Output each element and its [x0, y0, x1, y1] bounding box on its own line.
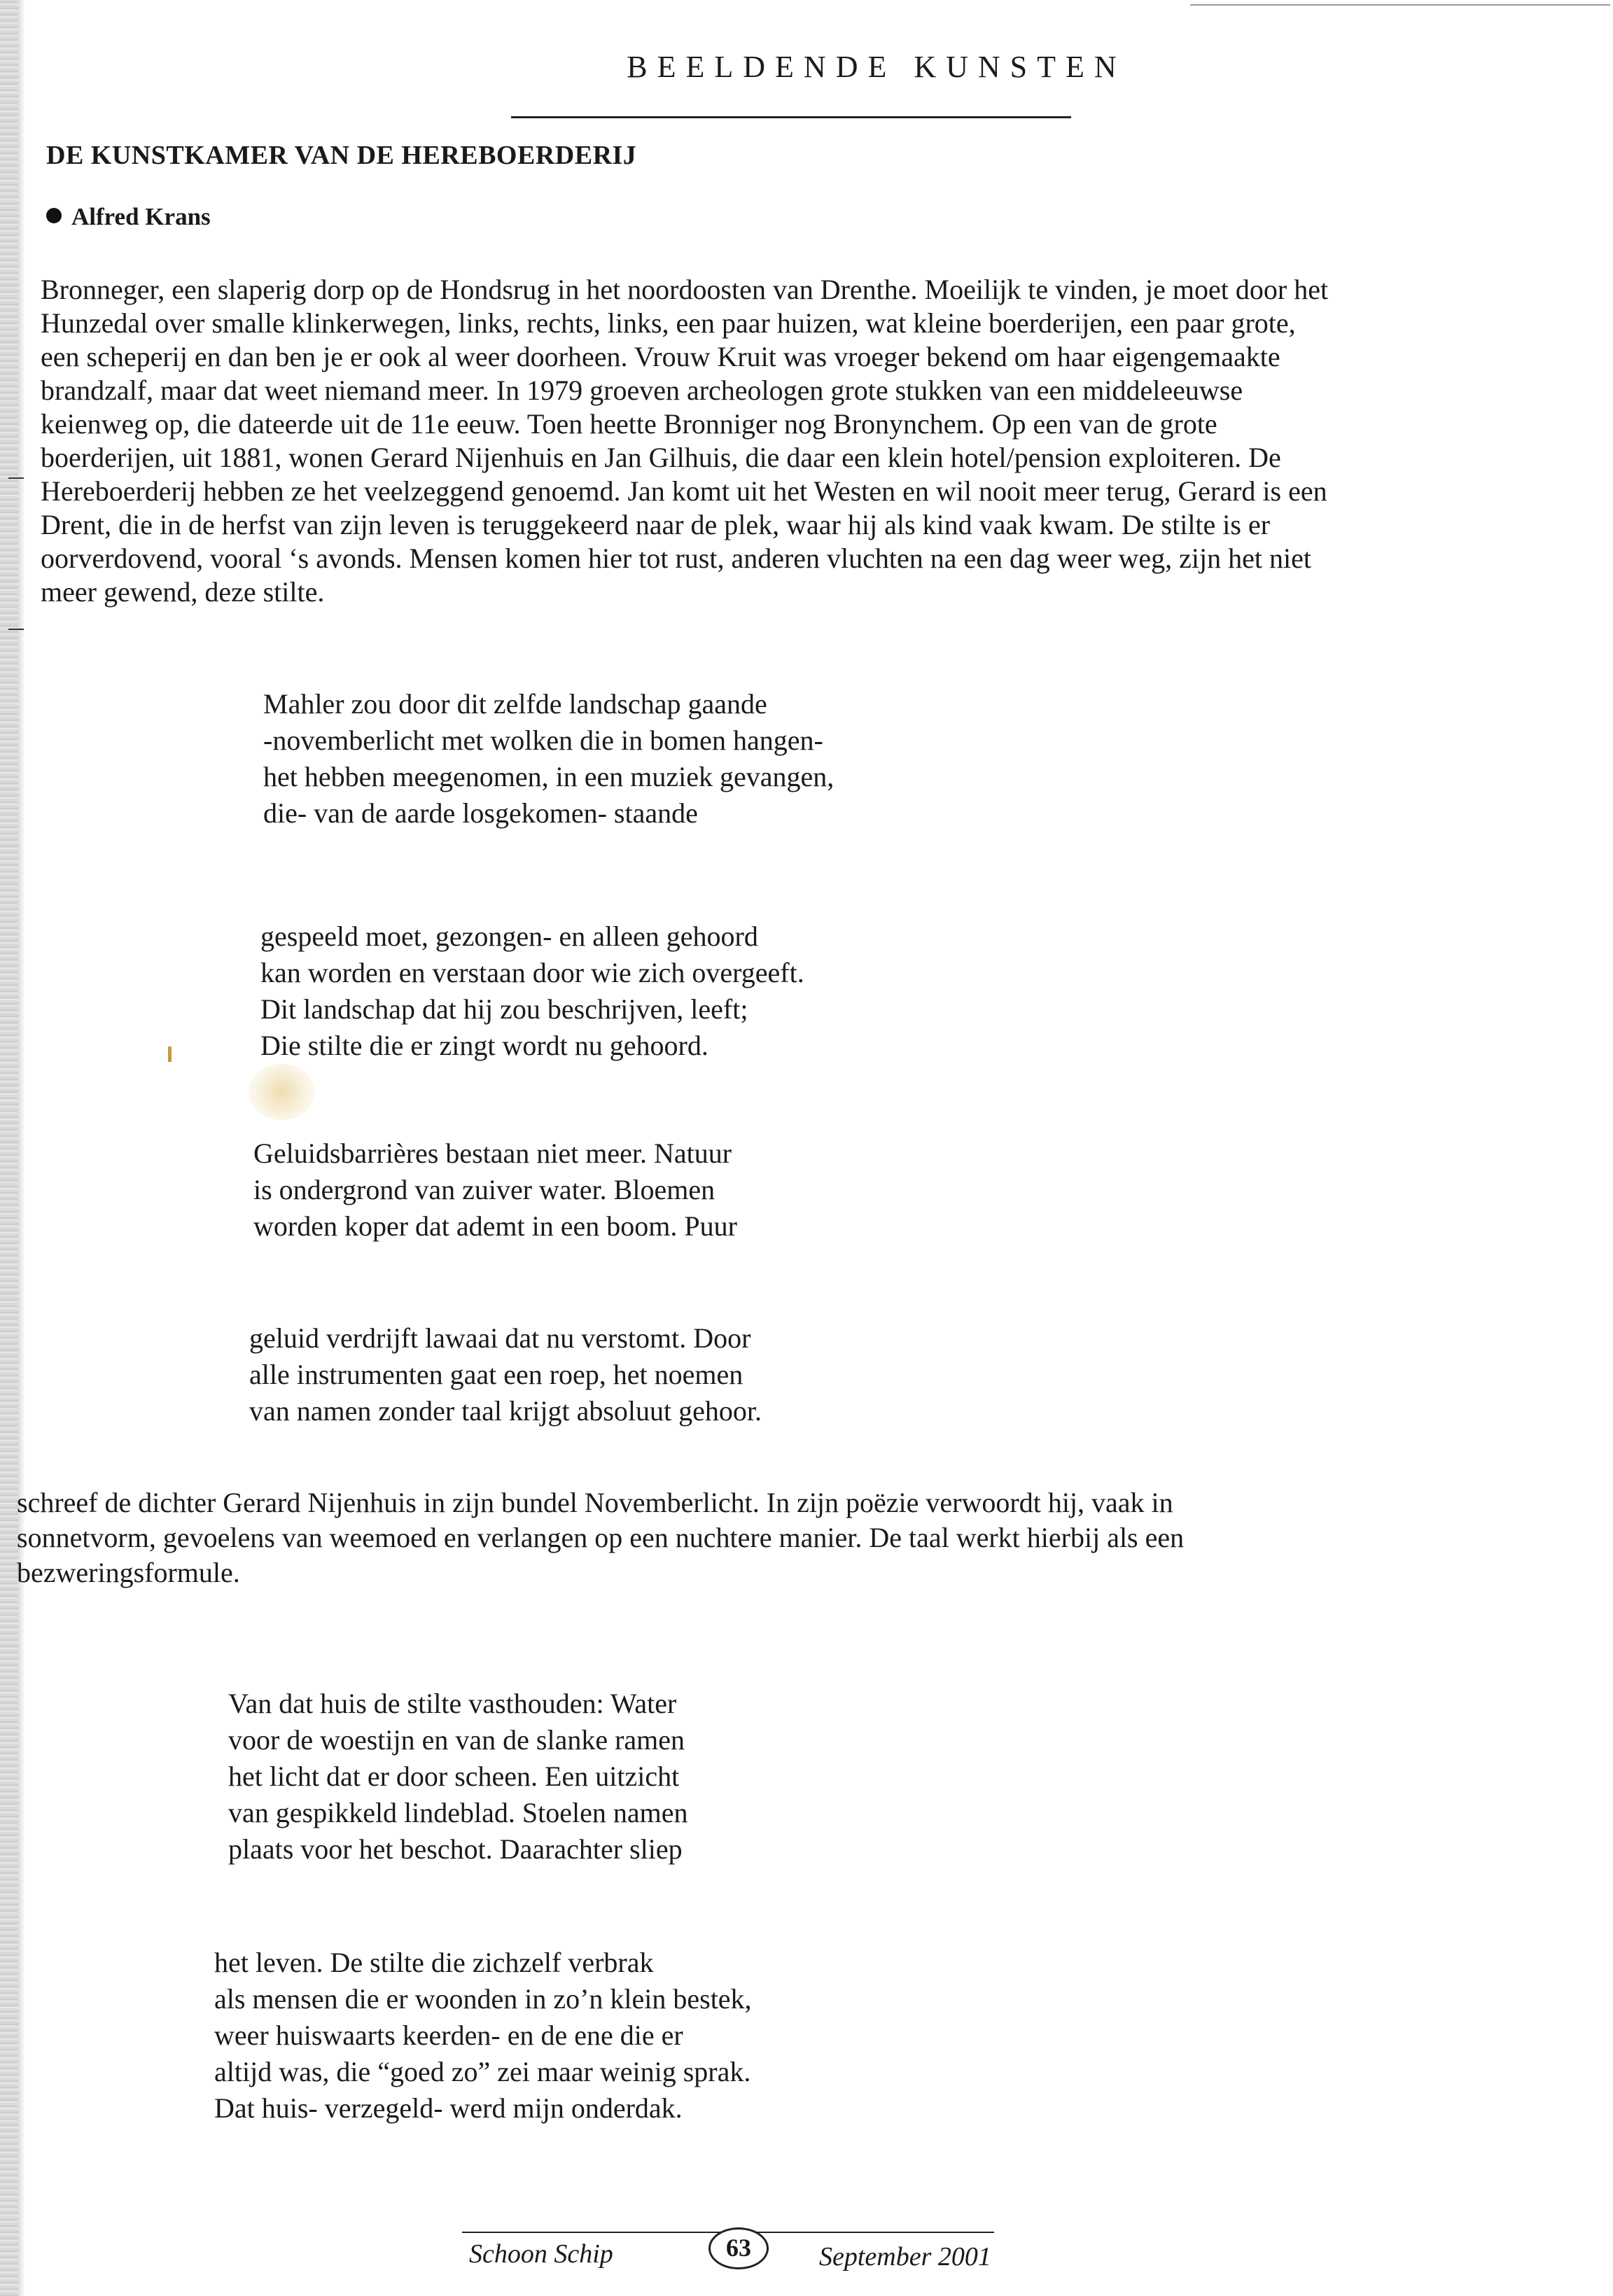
poem-line: Die stilte die er zingt wordt nu gehoord.: [260, 1030, 708, 1061]
poem-line: -novemberlicht met wolken die in bomen hangen-: [263, 724, 823, 756]
intro-line: oorverdovend, vooral ‘s avonds. Mensen komen hier tot rust, anderen vluchten na een dag weer weg, zijn het niet: [41, 542, 1311, 574]
intro-line: boerderijen, uit 1881, wonen Gerard Nijenhuis en Jan Gilhuis, die daar een klein hotel/pension exploiteren. De: [41, 442, 1281, 473]
section-header: BEELDENDE KUNSTEN: [627, 50, 1126, 84]
poem-1-stanza-3: [253, 1135, 737, 1245]
page-number: 63: [708, 2227, 769, 2269]
article-title: DE KUNSTKAMER VAN DE HEREBOERDERIJ: [46, 141, 637, 170]
intro-line: Drent, die in de herfst van zijn leven is teruggekeerd naar de plek, waar hij als kind vaak kwam. De stilte is er: [41, 509, 1271, 540]
intro-line: meer gewend, deze stilte.: [41, 576, 325, 608]
mid-line: bezweringsformule.: [17, 1557, 240, 1588]
poem-line: als mensen die er woonden in zo’n klein bestek,: [214, 1983, 752, 2015]
poem-line: plaats voor het beschot. Daarachter sliep: [228, 1833, 683, 1865]
bullet-icon: [46, 208, 62, 223]
poem-line: altijd was, die “goed zo” zei maar weinig sprak.: [214, 2056, 751, 2087]
poem-1-stanza-1: [263, 686, 834, 832]
poem-line: geluid verdrijft lawaai dat nu verstomt. Door: [249, 1322, 751, 1354]
poem-line: die- van de aarde losgekomen- staande: [263, 797, 698, 829]
intro-line: brandzalf, maar dat weet niemand meer. In 1979 groeven archeologen grote stukken van een middeleeuwse: [41, 374, 1243, 406]
poem-line: is ondergrond van zuiver water. Bloemen: [253, 1174, 715, 1205]
poem-line: het leven. De stilte die zichzelf verbrak: [214, 1947, 654, 1978]
intro-paragraph: [41, 273, 1532, 609]
poem-1-stanza-4: [249, 1320, 762, 1429]
poem-line: gespeeld moet, gezongen- en alleen gehoord: [260, 920, 758, 952]
poem-line: Dat huis- verzegeld- werd mijn onderdak.: [214, 2092, 683, 2124]
poem-line: kan worden en verstaan door wie zich overgeeft.: [260, 957, 804, 988]
section-header-rule: [511, 116, 1071, 118]
poem-line: alle instrumenten gaat een roep, het noemen: [249, 1359, 743, 1390]
margin-mark: [8, 477, 24, 479]
intro-line: Hunzedal over smalle klinkerwegen, links, rechts, links, een paar huizen, wat kleine boerderijen, een paar grote,: [41, 307, 1296, 339]
mid-line: schreef de dichter Gerard Nijenhuis in zijn bundel Novemberlicht. In zijn poëzie verwoordt hij, vaak in: [17, 1487, 1173, 1518]
poem-line: Geluidsbarrières bestaan niet meer. Natuur: [253, 1138, 732, 1169]
poem-line: Dit landschap dat hij zou beschrijven, leeft;: [260, 993, 748, 1025]
paper-stain: [249, 1064, 315, 1120]
poem-2-stanza-2: [214, 1945, 752, 2127]
poem-line: Mahler zou door dit zelfde landschap gaande: [263, 688, 767, 720]
poem-line: worden koper dat ademt in een boom. Puur: [253, 1210, 737, 1242]
top-edge-rule: [1190, 4, 1610, 6]
margin-mark: [8, 629, 24, 630]
page-footer: [462, 2227, 1022, 2272]
poem-line: het licht dat er door scheen. Een uitzicht: [228, 1760, 680, 1792]
poem-line: van gespikkeld lindeblad. Stoelen namen: [228, 1797, 688, 1828]
intro-line: Hereboerderij hebben ze het veelzeggend genoemd. Jan komt uit het Westen en wil nooit meer terug, Gerard is een: [41, 475, 1327, 507]
scan-edge-fade: [18, 0, 25, 2296]
poem-line: het hebben meegenomen, in een muziek gevangen,: [263, 761, 835, 792]
byline: [46, 203, 211, 231]
author-name: Alfred Krans: [71, 203, 211, 230]
intro-line: een scheperij en dan ben je er ook al weer doorheen. Vrouw Kruit was vroeger bekend om haar eigengemaakte: [41, 341, 1280, 372]
poem-1-stanza-2: [260, 918, 804, 1064]
poem-line: van namen zonder taal krijgt absoluut gehoor.: [249, 1395, 762, 1427]
poem-2-stanza-1: [228, 1686, 688, 1868]
poem-line: Van dat huis de stilte vasthouden: Water: [228, 1688, 677, 1719]
intro-line: keienweg op, die dateerde uit de 11e eeuw. Toen heette Bronniger nog Bronynchem. Op een van de grote: [41, 408, 1217, 440]
footer-publication: Schoon Schip: [469, 2239, 613, 2269]
poem-line: voor de woestijn en van de slanke ramen: [228, 1724, 685, 1756]
stain-mark: [168, 1046, 172, 1062]
poem-line: weer huiswaarts keerden- en de ene die er: [214, 2019, 683, 2051]
footer-date: September 2001: [819, 2242, 991, 2272]
mid-paragraph: [17, 1485, 1522, 1590]
mid-line: sonnetvorm, gevoelens van weemoed en verlangen op een nuchtere manier. De taal werkt hierbij als een: [17, 1522, 1185, 1553]
intro-line: Bronneger, een slaperig dorp op de Hondsrug in het noordoosten van Drenthe. Moeilijk te vinden, je moet door het: [41, 274, 1329, 305]
scan-edge-shadow: [0, 0, 18, 2296]
